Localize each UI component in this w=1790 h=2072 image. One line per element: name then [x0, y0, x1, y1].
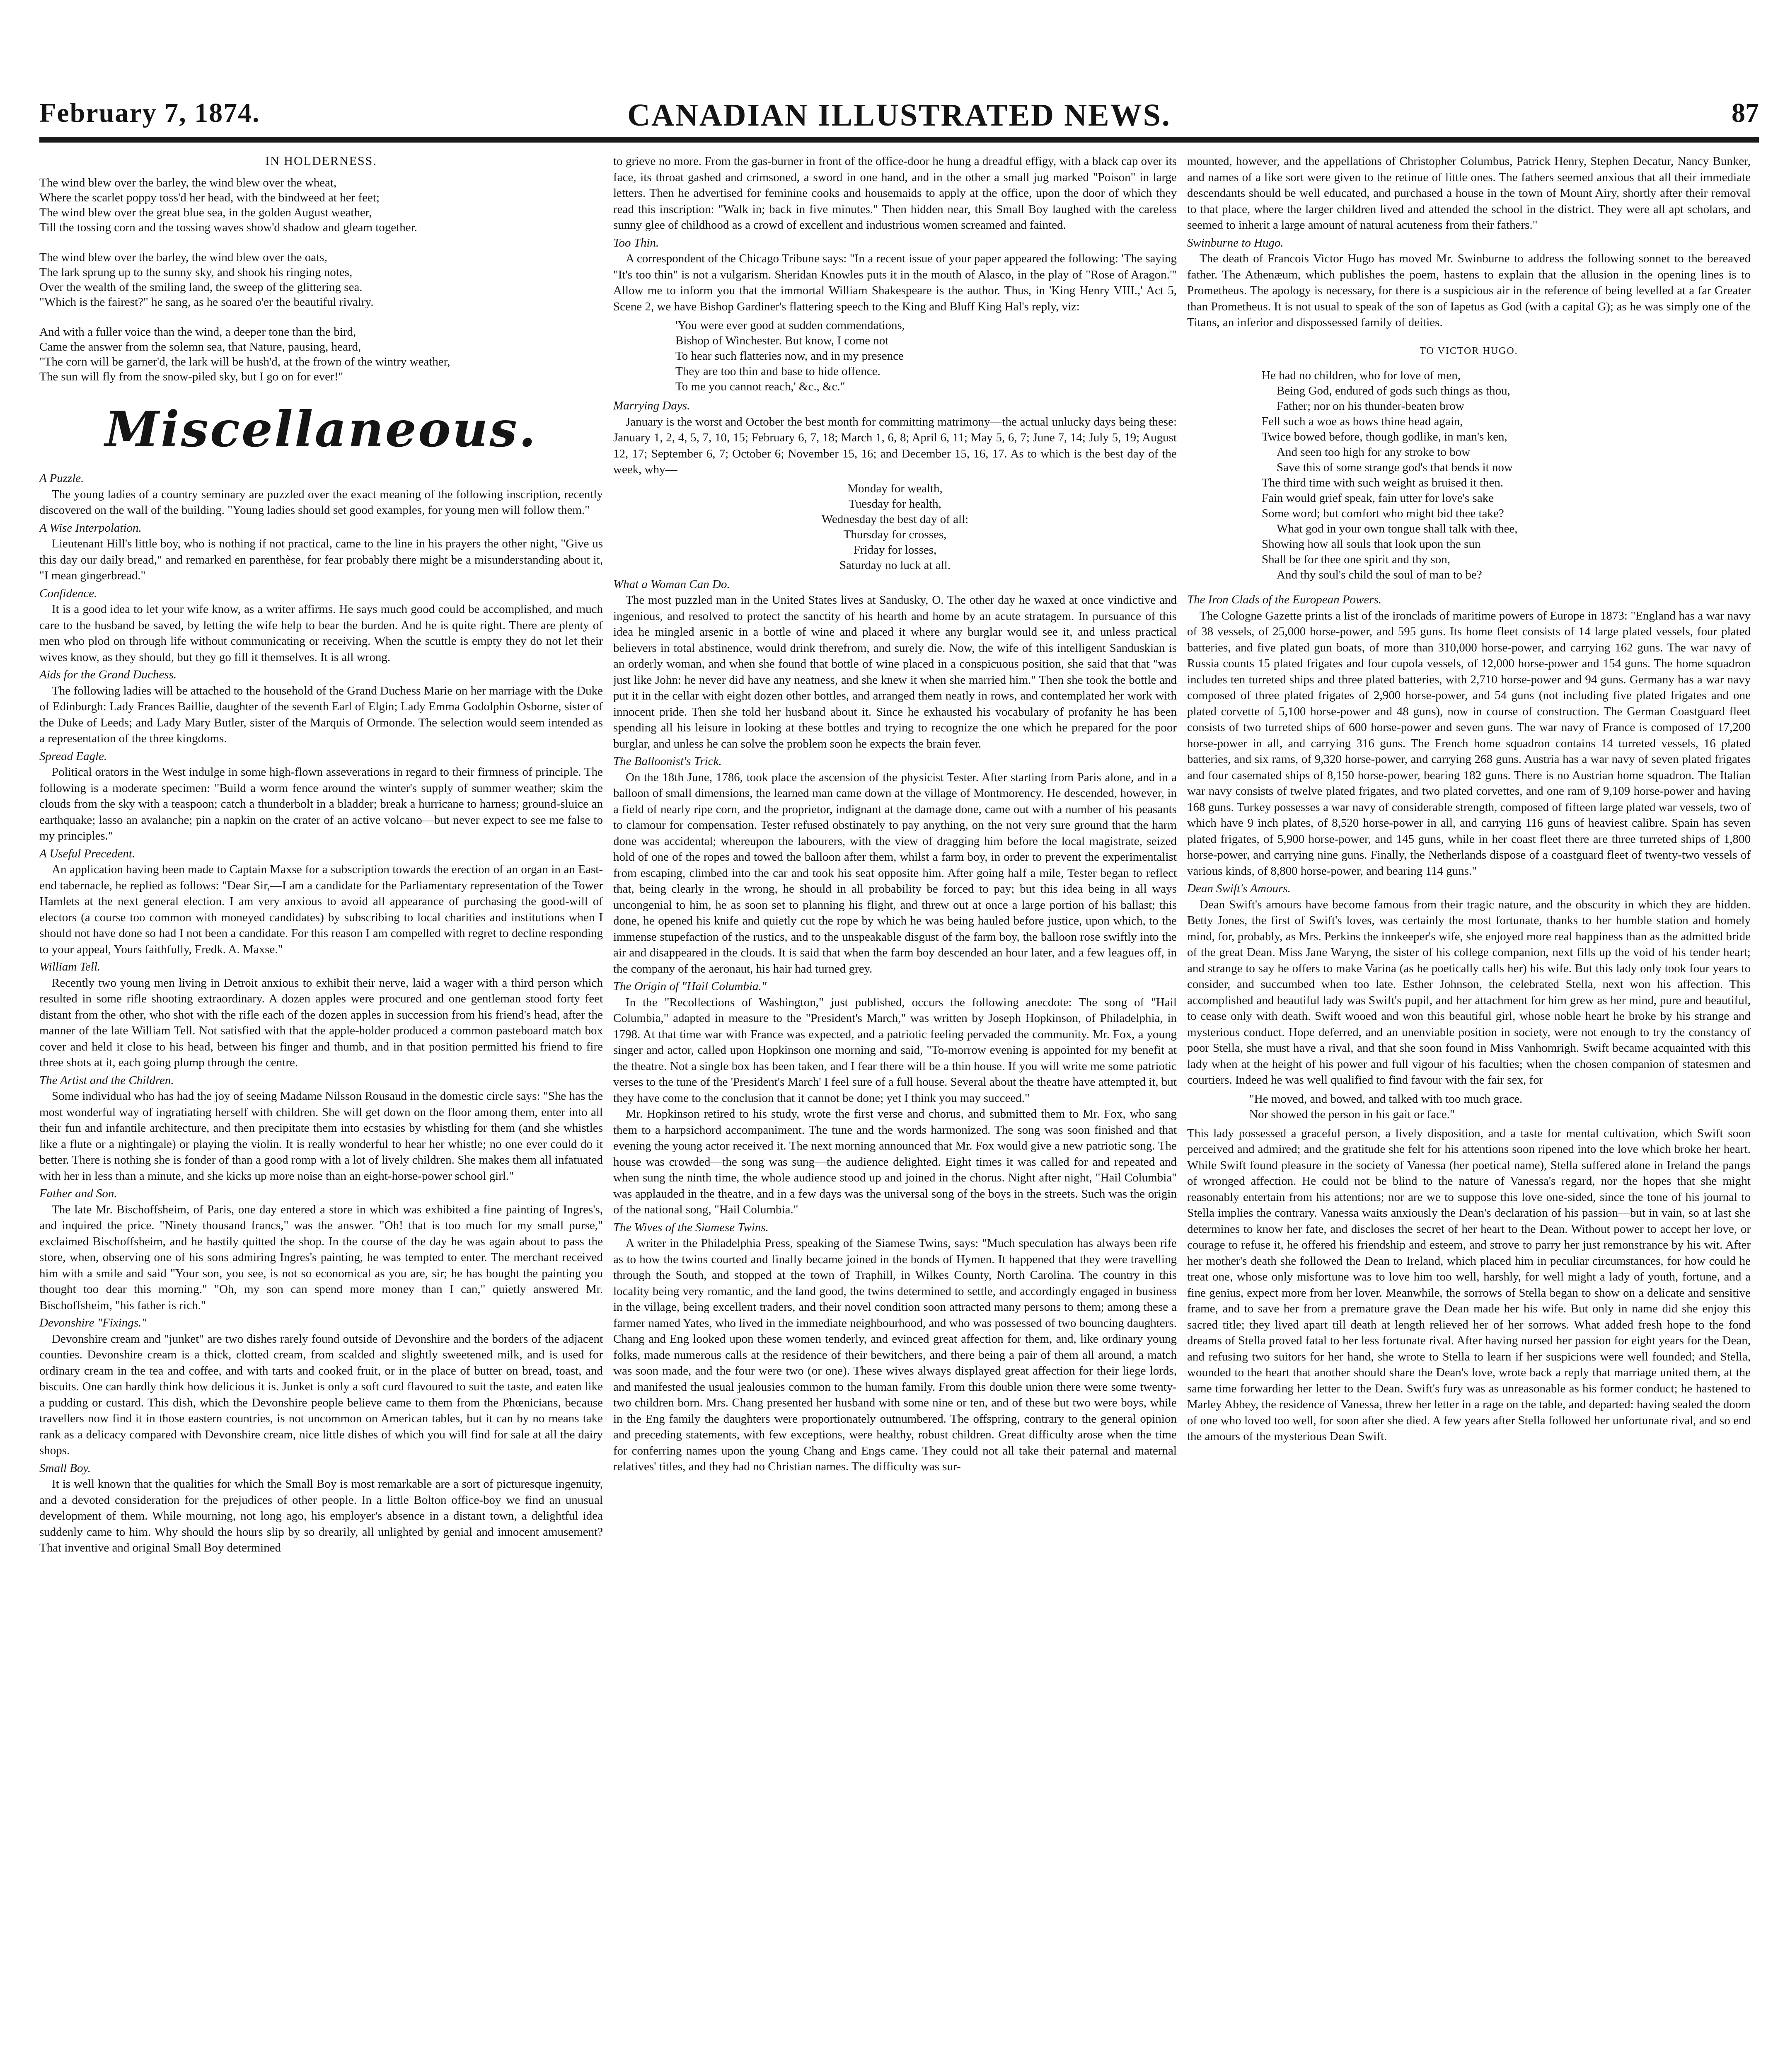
article-body: to grieve no more. From the gas-burner in front of the office-door he hung a dreadful effigy, with a black cap over its face, its throat gashed and crimsoned, a sword in one hand, and in the other a small jug marked "Poison" in large letters. Then he advertised for feminine cooks and housemaids to apply at the office, upon the door of which they read this inscription: "Walk in; back in five minutes." Then hidden near, this Small Boy laughed with the careless sunny glee of childhood as a crowd of excellent and industrious women screamed and fainted. [613, 155, 1177, 232]
column-3-articles-c [1187, 1126, 1751, 1445]
article-heading: Confidence. [39, 586, 97, 600]
verse-line: Saturday no luck at all. [839, 558, 951, 572]
article-body: The young ladies of a country seminary are puzzled over the exact meaning of the following inscription, recently discovered on the wall of the building. "Young ladies should set good examples, for young men will follow them." [39, 487, 603, 517]
verse-line: The wind blew over the great blue sea, in the golden August weather, [39, 206, 372, 219]
article-body: It is well known that the qualities for which the Small Boy is most remarkable are a sort of picturesque ingenuity, and a devoted consideration for the prejudices of other people. In a little Bolton office-boy we find an unusual development of them. While mourning, not long ago, his employer's absence in a distant town, a delightful idea suddenly came to him. Why should the hours slip by so drearily, all unlighted by genial and innocent amusement? That inventive and original Small Boy determined [39, 1477, 603, 1554]
verse-line [39, 235, 603, 250]
verse-line: What god in your own tongue shall talk with thee, [1277, 522, 1518, 535]
article-body: In the "Recollections of Washington," just published, occurs the following anecdote: The song of "Hail Columbia," adapted in measure to the "President's March," was written by Joseph Hopkinson, of Philadelphia, in 1798. At that time war with France was expected, and a patriotic feeling pervaded the community. Mr. Fox, a young singer and actor, called upon Hopkinson one morning and said, "To-morrow evening is appointed for my benefit at the theatre. Not a single box has been taken, and I fear there will be a thin house. If you will write me some patriotic verses to the tune of the 'President's March' I feel sure of a full house. Several about the theatre have attempted it, but they have come to the conclusion that it cannot be done; yet I think you may succeed." [613, 995, 1177, 1105]
article-body: Some individual who has had the joy of seeing Madame Nilsson Rousaud in the domestic circle says: "She has the most wonderful way of ingratiating herself with children. She will get down on the floor among them, enter into all their fun and infantile architecture, and then precipitate them into ecstasies by whistling for them (and she whistles like a flute or a nightingale) or playing the violin. It is really wonderful to hear her whistle; no one ever could do it better. There is nothing she is fonder of than a good romp with a lot of lively children. She makes them all infatuated with her in less than a minute, and she kicks up more noise than an eight-horse-power school girl." [39, 1089, 603, 1183]
article-body: Dean Swift's amours have become famous from their tragic nature, and the obscurity in which they are hidden. Betty Jones, the first of Swift's loves, was certainly the most fortunate, thanks to her humble station and homely mind, for, probably, as Mrs. Perkins the innkeeper's wife, she enjoyed more real happiness than as the admitted bride of the great Dean. Miss Jane Waryng, the sister of his college companion, next fills up the void of his tender heart; and strange to say he offers to make Varina (as he poetically calls her) his wife. But this lady only took four years to consider, and succumbed when too late. Esther Johnson, the celebrated Stella, next won his affection. This accomplished and beautiful lady was Swift's pupil, and her attachment for him grew as her mind, pure and beautiful, to cease only with death. Swift wooed and won this beautiful girl, whose noble heart he broke by his strange and mysterious conduct. Hope deferred, and an unenviable position in society, were not enough to try the constancy of poor Stella, she must have a rival, and that she soon found in Miss Vanhomrigh. Swift became acquainted with this lady when at the height of his power and full vigour of his faculties; when the chosen companion of statesmen and courtiers. Indeed he was well qualified to find favour with the fair sex, for [1187, 898, 1751, 1087]
article-body: The death of Francois Victor Hugo has moved Mr. Swinburne to address the following sonnet to the bereaved father. The Athenæum, which publishes the poem, hastens to explain that the allusion in the opening lines is to Prometheus. The apology is necessary, for there is a suspicious air in the reference of being levelled at a far Greater than Prometheus. It is not usual to speak of the son of Iapetus as God (with a capital G); as he was simply one of the Titans, an inferior and dispossessed family of deities. [1187, 252, 1751, 329]
verse-line: Fell such a woe as bows thine head again, [1262, 415, 1463, 428]
verse-line: Being God, endured of gods such things as thou, [1277, 384, 1510, 397]
article-heading: Aids for the Grand Duchess. [39, 668, 177, 681]
column-2-articles-b [613, 398, 1177, 478]
article-heading: Swinburne to Hugo. [1187, 236, 1284, 249]
sonnet-title: TO VICTOR HUGO. [1420, 345, 1518, 356]
article-body: The most puzzled man in the United States lives at Sandusky, O. The other day he waxed at once vindictive and ingenious, and resolved to protect the sanctity of his hearth and home by an acute stratagem. In pursuance of this idea he mingled arsenic in a bottle of wine and placed it where any burglar would see it, and unless practical believers in total abstinence, would drink therefrom, and surely die. Now, the wife of this intelligent Sanduskian is an orderly woman, and when she found that bottle of wine placed in a conspicuous position, she said that that "was just like John: he never did have any neatness, and she knew it when she married him." Then she took the bottle and put it in the cellar with eight dozen other bottles, and arranged them neatly in rows, and contemplated her work with innocent pride. Then she told her husband about it. Since he exhausted his vocabulary of profanity he has been spending all his leisure in looking at these bottles and trying to recognize the one which he prepared for the poor burglar, and unless he can solve the problem soon he expects the brain fever. [613, 593, 1177, 750]
column-1 [39, 153, 603, 2072]
shakespeare-quote [675, 318, 1177, 395]
article-heading: Spread Eagle. [39, 749, 107, 763]
article-body: This lady possessed a graceful person, a lively disposition, and a taste for mental cultivation, which Swift soon perceived and admired; and the gratitude she felt for his attentions soon ripened into the love which broke her heart. While Swift found pleasure in the society of Vanessa (her poetical name), Stella suffered alone in Ireland the pangs of wronged affection. He could not be blind to the nature of Vanessa's regard, nor the hopes that she might reasonably entertain from his attentions; nor are we to suppose this love one-sided, since the tone of his journal to Stella implies the contrary. Vanessa waits anxiously the Dean's declaration of his passion—but in vain, so at last she determines to know her fate, and discloses the secret of her heart to the Dean. Without power to accept her love, or courage to refuse it, he offered his friendship and esteem, and strove to parry her just remonstrance by his wit. After her mother's death she followed the Dean to Ireland, which placed him in peculiar circumstances, for how could he treat one, whose only misfortune was to love him too well, harshly, for well might a lady of youth, fortune, and a fine genius, expect more from her lover. Meanwhile, the sorrows of Stella began to show on a delicate and sensitive frame, and to save her from a premature grave the Dean made her his wife. But only in name did she enjoy this sacred title; they lived apart till death at length relieved her of her sorrows. What added fresh hope to the fond dreams of Stella proved fatal to her less fortunate rival. After having nursed her passion for eight years for the Dean, and refusing two suitors for her hand, she wrote to Stella to learn if her suspicions were well founded; and Stella, wounded to the heart that another should share the Dean's love, wrote back a reply that marriage united them, at the same time forwarding her letter to the Dean. Swift's fury was as unreasonable as his former conduct; he hastened to Marley Abbey, the residence of Vanessa, threw her letter in a rage on the table, and departed: having sealed the doom of one who loved too well, for soon after she died. A few years after Stella followed her unfortunate rival, and so end the amours of the mysterious Dean Swift. [1187, 1126, 1751, 1443]
verse-line: The wind blew over the barley, the wind blew over the wheat, [39, 176, 337, 189]
column-2-articles-c [613, 576, 1177, 1475]
article-body: The following ladies will be attached to the household of the Grand Duchess Marie on her marriage with the Duke of Edinburgh: Lady Frances Baillie, daughter of the seventh Earl of Elgin; Lady Emma Godolphin Osborne, sister of the Duke of Leeds; and Lady Mary Butler, sister of the Marquis of Ormonde. The selection would seem intended as a representation of the three kingdoms. [39, 684, 603, 745]
article-heading: A Wise Interpolation. [39, 521, 142, 535]
article-heading: A Puzzle. [39, 472, 84, 485]
column-3-articles-a [1187, 153, 1751, 331]
verse-line: They are too thin and base to hide offence. [675, 365, 880, 378]
verse-line [39, 310, 603, 324]
miscellaneous-heading: Miscellaneous. [105, 400, 537, 458]
article-heading: Small Boy. [39, 1461, 91, 1475]
column-3-articles-b [1187, 592, 1751, 1088]
article-body: Mr. Hopkinson retired to his study, wrote the first verse and chorus, and submitted them to Mr. Fox, who sang them to a harpsichord accompaniment. The tune and the words harmonized. The song was soon finished and that evening the young actor received it. The next morning announced that Mr. Fox would give a new patriotic song. The house was crowded—the song was sung—the audience delighted. Eight times it was called for and repeated and when sung the ninth time, the whole audience stood up and joined in the chorus. Night after night, "Hail Columbia" was applauded in the theatre, and in a few days was the universal song of the boys in the streets. Such was the origin of the national song, "Hail Columbia." [613, 1107, 1177, 1216]
article-body: mounted, however, and the appellations of Christopher Columbus, Patrick Henry, Stephen Decatur, Nancy Bunker, and names of a like sort were given to the retinue of little ones. The fathers seemed anxious that all their immediate descendants should be well educated, and purchased a house in the town of Mount Airy, shortly after their removal to that place, where the larger children lived and attended the school in the district. They were all apt scholars, and seemed to inherit a large amount of natural acuteness from their fathers." [1187, 155, 1751, 232]
verse-line: Father; nor on his thunder-beaten brow [1277, 399, 1464, 413]
verse-line: And thy soul's child the soul of man to be? [1277, 568, 1482, 581]
article-heading: William Tell. [39, 960, 101, 973]
verse-line: Thursday for crosses, [843, 528, 947, 541]
verse-line: Monday for wealth, [847, 482, 943, 495]
marrying-days-verse [613, 481, 1177, 573]
article-heading: Devonshire "Fixings." [39, 1316, 147, 1329]
verse-line: Fain would grief speak, fain utter for love's sake [1262, 491, 1494, 505]
article-body: The late Mr. Bischoffsheim, of Paris, one day entered a store in which was exhibited a fine painting of Ingres's, and inquired the price. "Ninety thousand francs," was the answer. "Oh! that is too much for my small purse," exclaimed Bischoffsheim, and he hastily quitted the shop. In the course of the day he was again about to pass the store, when, observing one of his sons admiring Ingres's painting, he was tempted to enter. The merchant received him with a smile and said "Your son, you see, is not so economical as you are, sir; he has bought the painting you thought too dear this morning." "Oh, my son can spend more money than I can," quietly answered Mr. Bischoffsheim, "his father is rich." [39, 1203, 603, 1312]
verse-line: And with a fuller voice than the wind, a deeper tone than the bird, [39, 325, 356, 339]
column-2-articles-a [613, 153, 1177, 315]
article-body: Political orators in the West indulge in some high-flown asseverations in regard to their firmness of principle. The following is a moderate specimen: "Build a worm fence around the winter's supply of summer weather; skim the clouds from the sky with a teaspoon; catch a thunderbolt in a bladder; break a hurricane to harness; ground-sluice an earthquake; lasso an avalanche; pin a napkin on the crater of an active volcano—but never expect to see me false to my principles." [39, 765, 603, 842]
article-heading: Dean Swift's Amours. [1187, 882, 1291, 895]
verse-line: To me you cannot reach,' &c., &c." [675, 380, 845, 393]
verse-line: The lark sprung up to the sunny sky, and shook his ringing notes, [39, 265, 353, 279]
verse-line: Some word; but comfort who might bid thee take? [1262, 507, 1504, 520]
verse-line: 'You were ever good at sudden commendations, [675, 319, 905, 332]
verse-line: Nor showed the person in his gait or face." [1249, 1107, 1455, 1121]
article-heading: The Origin of "Hail Columbia." [613, 980, 767, 993]
sonnet-to-victor-hugo [1262, 368, 1751, 583]
verse-line: He had no children, who for love of men, [1262, 369, 1461, 382]
article-body: Lieutenant Hill's little boy, who is nothing if not practical, came to the line in his prayers the other night, "Give us this day our daily bread," and remarked en parenthèse, for fear probably there might be a misunderstanding about it, "I mean gingerbread." [39, 537, 603, 582]
verse-line: Save this of some strange god's that bends it now [1277, 461, 1513, 474]
article-body: Devonshire cream and "junket" are two dishes rarely found outside of Devonshire and the borders of the adjacent counties. Devonshire cream is a thick, clotted cream, from scalded and slightly sweetened milk, and is used for ordinary cream in the tea and coffee, and with tarts and cooked fruit, or in the place of butter on bread, toast, and biscuits. One can hardly think how delicious it is. Junket is only a soft curd flavoured to suit the taste, and eaten like a pudding or custard. This dish, which the Devonshire people believe came to them from the Phœnicians, because travellers now find it in those eastern countries, is not uncommon on American tables, but it can by no means take rank as a delicacy compared with Devonshire cream, nice little dishes of which you will find for sale at all the dairy shops. [39, 1332, 603, 1457]
column-2 [613, 153, 1177, 2072]
article-heading: Marrying Days. [613, 399, 690, 412]
verse-line: Friday for losses, [853, 543, 937, 557]
poem-title: IN HOLDERNESS. [265, 154, 377, 168]
verse-line: And seen too high for any stroke to bow [1277, 445, 1471, 459]
verse-line: The sun will fly from the snow-piled sky, but I go on for ever!" [39, 370, 343, 383]
article-body: January is the worst and October the best month for committing matrimony—the actual unlucky days being these: January 1, 2, 4, 5, 7, 10, 15; February 6, 7, 18; March 1, 6, 8; April 6, 11; May 5, 6, 7; June 7, 14; July 5, 19; August 12, 17; September 6, 7; October 6; November 15, 16; and December 15, 16, 17. As to which is the best day of the week, why— [613, 415, 1177, 476]
verse-line: The wind blew over the barley, the wind blew over the oats, [39, 250, 327, 264]
verse-line: Tuesday for health, [849, 497, 941, 511]
article-body: A writer in the Philadelphia Press, speaking of the Siamese Twins, says: "Much speculation has always been rife as to how the twins courted and finally became joined in the bonds of Hymen. It happened that they were travelling through the South, and stopped at the town of Traphill, in Wilkes County, North Carolina. The country in this locality being very romantic, and the land good, the twins determined to settle, and accordingly engaged in business in the village, being excellent traders, and their novel condition soon attracted many persons to them; among these a farmer named Yates, who lived in the immediate neighbourhood, and who was possessed of two bouncing daughters. Chang and Eng looked upon these women tenderly, and evinced great affection for them, and, like ordinary young folks, made numerous calls at the residence of their bewitchers, and there being a pair of them all around, a match was soon made, and the four were two (or one). These wives always displayed great affection for their liege lords, and manifested the usual jealousies common to the human family. From this double union there were some twenty-two children born. Mrs. Chang presented her husband with some nine or ten, and of these but two were boys, while in the Eng family the daughters were proportionately outnumbered. The offspring, contrary to the general opinion and preceding statements, with few exceptions, were healthy, robust children. Great difficulty arose when the time for conferring names upon the young Chang and Engs came. They could not all take their paternal and maternal relatives' titles, and they had no Christian names. The difficulty was sur- [613, 1237, 1177, 1473]
page-number: 87 [1732, 98, 1759, 128]
article-heading: A Useful Precedent. [39, 847, 135, 860]
page-header [39, 97, 1759, 143]
article-body: An application having been made to Captain Maxse for a subscription towards the erection of an organ in an East-end tabernacle, he replied as follows: "Dear Sir,—I am a candidate for the Parliamentary representation of the Tower Hamlets at the next general election. I am very anxious to avoid all appearance of purchasing the good-will of electors (a course too common with moneyed candidates) by subscribing to local charities and institutions when I should not have done so had I not been a candidate. For this reason I am compelled with regret to decline responding to your appeal, Yours faithfully, Fredk. A. Maxse." [39, 863, 603, 956]
verse-line: The third time with such weight as bruised it then. [1262, 476, 1504, 489]
article-body: A correspondent of the Chicago Tribune says: "In a recent issue of your paper appeared the following: 'The saying "It's too thin" is not a vulgarism. Sheridan Knowles puts it in the mouth of Alasco, in the play of "Rose of Aragon."' Allow me to inform you that the immortal William Shakespeare is the author. Thus, in 'King Henry VIII.,' Act 5, Scene 2, we have Bishop Gardiner's flattering speech to the King and Bluff King Hal's reply, viz: [613, 252, 1177, 313]
article-heading: The Iron Clads of the European Powers. [1187, 593, 1382, 606]
article-heading: Too Thin. [613, 236, 659, 249]
article-heading: The Wives of the Siamese Twins. [613, 1220, 769, 1234]
article-heading: The Artist and the Children. [39, 1073, 174, 1087]
masthead: CANADIAN ILLUSTRATED NEWS. [627, 98, 1171, 133]
verse-line: Bishop of Winchester. But know, I come not [675, 334, 889, 347]
verse-line: Shall be for thee one spirit and thy son, [1262, 553, 1451, 566]
verse-line: Where the scarlet poppy toss'd her head, with the bindweed at her feet; [39, 191, 380, 204]
article-body: On the 18th June, 1786, took place the ascension of the physicist Tester. After starting from Paris alone, and in a balloon of small dimensions, the learned man came down at the village of Montmorency. He descended, however, in a field of nearly ripe corn, and the proprietor, indignant at the damage done, came out with a number of his peasants to clamour for compensation. Tester refused obstinately to pay anything, on the not very sure ground that the harm done was accidental; whereupon the labourers, with the view of dragging him before the local magistrate, seized hold of one of the ropes and towed the balloon after them, whilst a farm boy, in order to prevent the experimentalist from escaping, climbed into the car and took his seat opposite him. After going half a mile, Tester began to reflect that, being clearly in the wrong, he should in all probability be forced to pay; but this idea being in all ways uncongenial to him, he as soon set to planning his flight, and threw out at once a large portion of his ballast; this done, he opened his knife and quietly cut the rope by which he was being hauled before justice, upon which, to the immense stupefaction of the rustics, and to the unspeakable disgust of the farm boy, the balloon rose swiftly into the air and disappeared in the clouds. It is said that when the farm boy descended an hour later, and a few leagues off, in the company of the aeronaut, his hair had turned grey. [613, 770, 1177, 975]
article-heading: The Balloonist's Trick. [613, 755, 722, 768]
issue-date: February 7, 1874. [39, 98, 260, 128]
verse-line: "Which is the fairest?" he sang, as he soared o'er the beautiful rivalry. [39, 295, 374, 309]
verse-line: To hear such flatteries now, and in my presence [675, 349, 904, 363]
column-3 [1187, 153, 1751, 2072]
verse-line: Till the tossing corn and the tossing waves show'd shadow and gleam together. [39, 220, 417, 234]
article-heading: Father and Son. [39, 1187, 117, 1200]
article-heading: What a Woman Can Do. [613, 577, 730, 591]
article-body: Recently two young men living in Detroit anxious to exhibit their nerve, laid a wager with a third person which resulted in some rifle shooting extraordinary. A dozen apples were procured and one gentleman stood forty feet distant from the other, who shot with the rifle each of the dozen apples in succession from his friend's head, after the manner of the late William Tell. Not satisfied with that the apple-holder produced a common pasteboard match box cover and held it close to his head, between his finger and thumb, and in that position permitted his friend to fire three shots at it, each going plump through the centre. [39, 976, 603, 1069]
verse-line: Twice bowed before, though godlike, in man's ken, [1262, 430, 1507, 443]
verse-line: Wednesday the best day of all: [821, 512, 969, 526]
column-1-articles [39, 470, 603, 1556]
swift-quote [1249, 1092, 1751, 1122]
article-body: It is a good idea to let your wife know, as a writer affirms. He says much good could be accomplished, and much care to the husband be saved, by letting the wife help to bear the burden. And he is quite right. There are plenty of men who plod on through life without communicating or receiving. When the scuttle is empty they do not let their wives know, as they should, but they go fill it themselves. It is all wrong. [39, 603, 603, 664]
verse-line: Came the answer from the solemn sea, that Nature, pausing, heard, [39, 340, 361, 353]
verse-line: Showing how all souls that look upon the sun [1262, 537, 1481, 551]
article-body: The Cologne Gazette prints a list of the ironclads of maritime powers of Europe in 1873: "England has a war navy of 38 vessels, of 25,000 horse-power, and 595 guns. Its home fleet consists of 14 large plated vessels, four plated batteries, and five plated gun boats, of more than 310,000 horse-power, and carrying 162 guns. The war navy of Russia counts 15 plated frigates and four cupola vessels, of 12,000 horse-power and 154 guns. The home squadron includes ten turreted ships and three plated batteries, with 2,710 horse-power and 94 guns. Germany has a war navy composed of three plated frigates of 2,900 horse-power, and 54 guns (not including five plated frigates and one plated corvette of 5,100 horse-power and 48 guns), now in course of construction. The German Coastguard fleet consists of two turreted ships of 600 horse-power and seven guns. The war navy of France is composed of 17,200 horse-power in all, and carrying 316 guns. The French home squadron contains 14 turreted vessels, 16 plated batteries, and six rams, of 9,320 horse-power, and carrying 268 guns. Austria has a war navy of seven plated frigates and four casemated ships of 8,150 horse-power, bearing 182 guns. There is no Austrian home squadron. The Italian war navy consists of twelve plated frigates, and two plated corvettes, and one ram of 9,109 horse-power and having 168 guns. Turkey possesses a war navy of considerable strength, composed of fifteen large plated war vessels, two of which have 9 inch plates, of 8,520 horse-power in all, and carrying 116 guns of heaviest calibre. Spain has seven plated frigates, of 5,900 horse-power, and 145 guns, while in her coast fleet there are three turreted ships of 1,800 horse-power, and carrying nine guns. Finally, the Netherlands dispose of a coastguard fleet of twenty-two vessels of various kinds, of 8,800 horse-power, and bearing 114 guns." [1187, 609, 1751, 878]
verse-line: Over the wealth of the smiling land, the sweep of the glittering sea. [39, 280, 363, 294]
poem-in-holderness [39, 175, 603, 384]
verse-line: "He moved, and bowed, and talked with too much grace. [1249, 1092, 1523, 1106]
verse-line: "The corn will be garner'd, the lark will be hush'd, at the frown of the wintry weather, [39, 355, 450, 368]
